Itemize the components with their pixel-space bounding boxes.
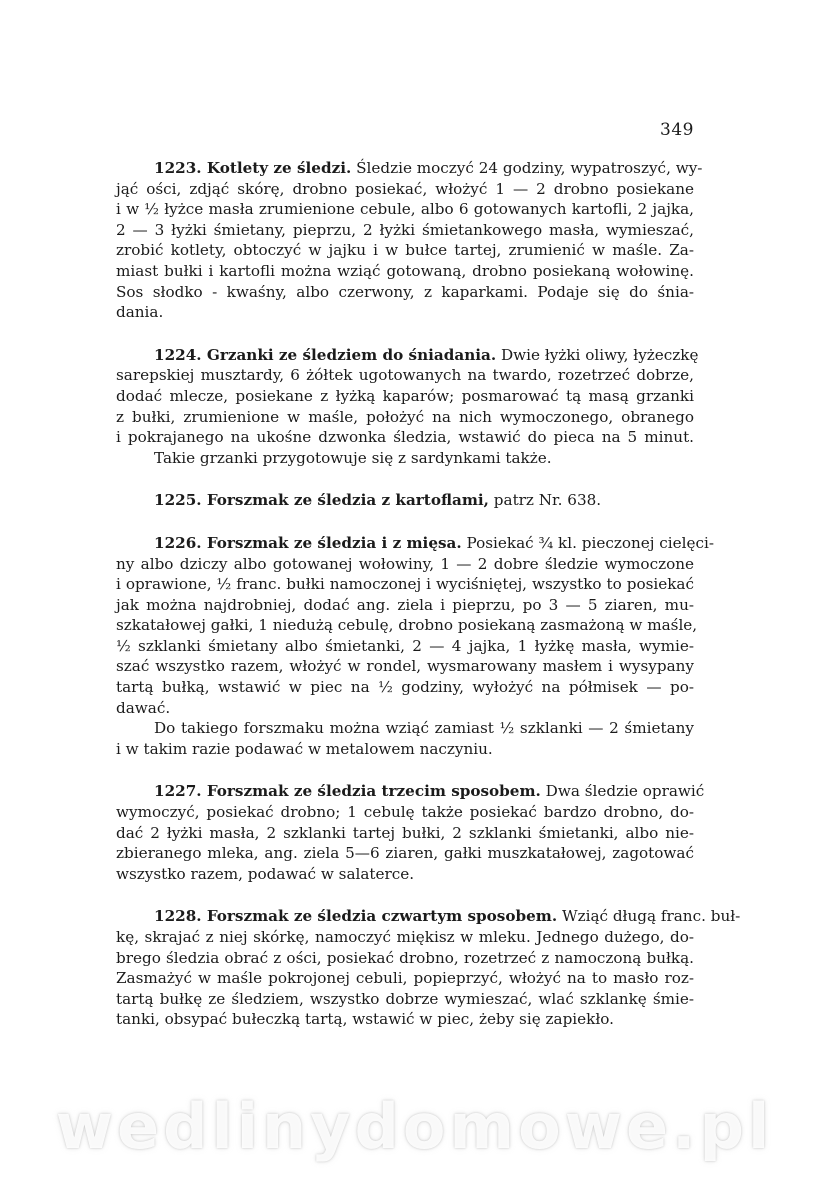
- text-line: 1226. Forszmak ze śledzia i z mięsa. Posiekać ¾ kl. pieczonej cielęci-: [154, 533, 714, 552]
- text-line: ½ szklanki śmietany albo śmietanki, 2 — 4 jajka, 1 łyżkę masła, wymie-: [116, 636, 694, 655]
- recipe-1226: [116, 533, 714, 760]
- text-line: dodać mlecze, posiekane z łyżką kaparów; posmarować tą masą grzanki: [116, 386, 694, 405]
- text-line: z bułki, zrumienione w maśle, położyć na nich wymoczonego, obranego: [116, 407, 694, 426]
- text-line: dać 2 łyżki masła, 2 szklanki tartej bułki, 2 szklanki śmietanki, albo nie-: [116, 823, 694, 842]
- page-body: [116, 158, 741, 1030]
- text-line: jak można najdrobniej, dodać ang. ziela i pieprzu, po 3 — 5 ziaren, mu-: [116, 595, 694, 614]
- text-line: sarepskiej musztardy, 6 żółtek ugotowanych na twardo, rozetrzeć dobrze,: [116, 366, 694, 385]
- recipe-1225: [116, 490, 694, 511]
- text-line: i pokrajanego na ukośne dzwonka śledzia, wstawić do pieca na 5 minut.: [116, 428, 694, 447]
- text-line: miast bułki i kartofli można wziąć gotowaną, drobno posiekaną wołowinę.: [116, 261, 694, 280]
- text-line: zrobić kotlety, obtoczyć w jajku i w bułce tartej, zrumienić w maśle. Za-: [116, 241, 694, 260]
- recipe-1228: [116, 906, 741, 1030]
- text-line: szać wszystko razem, włożyć w rondel, wysmarowany masłem i wysypany: [116, 657, 694, 676]
- text-line: dania.: [116, 303, 164, 322]
- text-line: 1225. Forszmak ze śledzia z kartoflami, patrz Nr. 638.: [154, 491, 602, 510]
- text-line: ny albo dziczy albo gotowanej wołowiny, 1 — 2 dobre śledzie wymoczone: [116, 554, 694, 573]
- text-line: i w takim razie podawać w metalowem naczyniu.: [116, 739, 493, 758]
- text-line: i w ½ łyżce masła zrumienione cebule, albo 6 gotowanych kartofli, 2 jajka,: [116, 200, 694, 219]
- text-line: tartą bułką, wstawić w piec na ½ godziny, wyłożyć na półmisek — po-: [116, 678, 694, 697]
- watermark: wedlinydomowe.pl: [55, 1090, 774, 1163]
- recipe-1224: [116, 345, 699, 469]
- recipe-title: 1224. Grzanki ze śledziem do śniadania.: [154, 345, 497, 364]
- text-line: i oprawione, ½ franc. bułki namoczonej i wyciśniętej, wszystko to posiekać: [116, 575, 694, 594]
- text-line: 1227. Forszmak ze śledzia trzecim sposobem. Dwa śledzie oprawić: [154, 782, 705, 801]
- text-line: szkatałowej gałki, 1 niedużą cebulę, drobno posiekaną zasmażoną w maśle,: [116, 616, 698, 635]
- text-line: 1224. Grzanki ze śledziem do śniadania. Dwie łyżki oliwy, łyżeczkę: [154, 345, 699, 364]
- text-line: kę, skrajać z niej skórkę, namoczyć miękisz w mleku. Jednego dużego, do-: [116, 928, 694, 946]
- text-line: 1223. Kotlety ze śledzi. Śledzie moczyć 24 godziny, wypatroszyć, wy-: [154, 159, 703, 177]
- text-line: Do takiego forszmaku można wziąć zamiast ½ szklanki — 2 śmietany: [154, 719, 694, 738]
- recipe-title: 1225. Forszmak ze śledzia z kartoflami,: [154, 491, 489, 510]
- text-line: jąć ości, zdjąć skórę, drobno posiekać, włożyć 1 — 2 drobno posiekane: [116, 179, 694, 198]
- text-line: Takie grzanki przygotowuje się z sardynkami także.: [154, 448, 552, 467]
- text-line: dawać.: [116, 698, 171, 717]
- recipe-1223: [116, 158, 703, 323]
- text-line: 1228. Forszmak ze śledzia czwartym sposobem. Wziąć długą franc. buł-: [154, 907, 741, 926]
- text-line: wymoczyć, posiekać drobno; 1 cebulę także posiekać bardzo drobno, do-: [116, 803, 694, 822]
- recipe-1227: [116, 781, 705, 884]
- text-line: wszystko razem, podawać w salaterce.: [116, 864, 415, 883]
- text-line: Sos słodko - kwaśny, albo czerwony, z kaparkami. Podaje się do śnia-: [116, 282, 694, 301]
- text-line: tartą bułkę ze śledziem, wszystko dobrze wymieszać, wlać szklankę śmie-: [116, 989, 694, 1008]
- recipe-title: 1228. Forszmak ze śledzia czwartym sposobem.: [154, 907, 558, 926]
- text-line: tanki, obsypać bułeczką tartą, wstawić w piec, żeby się zapiekło.: [116, 1010, 614, 1029]
- text-line: Zasmażyć w maśle pokrojonej cebuli, popieprzyć, włożyć na to masło roz-: [116, 969, 694, 988]
- recipe-title: 1227. Forszmak ze śledzia trzecim sposobem.: [154, 782, 541, 801]
- recipe-title: 1226. Forszmak ze śledzia i z mięsa.: [154, 533, 462, 552]
- page-number: 349: [660, 120, 694, 140]
- recipe-title: 1223. Kotlety ze śledzi.: [154, 159, 352, 177]
- text-line: brego śledzia obrać z ości, posiekać drobno, rozetrzeć z namoczoną bułką.: [116, 948, 694, 967]
- text-line: zbieranego mleka, ang. ziela 5—6 ziaren, gałki muszkatałowej, zagotować: [116, 844, 694, 863]
- text-line: 2 — 3 łyżki śmietany, pieprzu, 2 łyżki śmietankowego masła, wymieszać,: [116, 220, 694, 239]
